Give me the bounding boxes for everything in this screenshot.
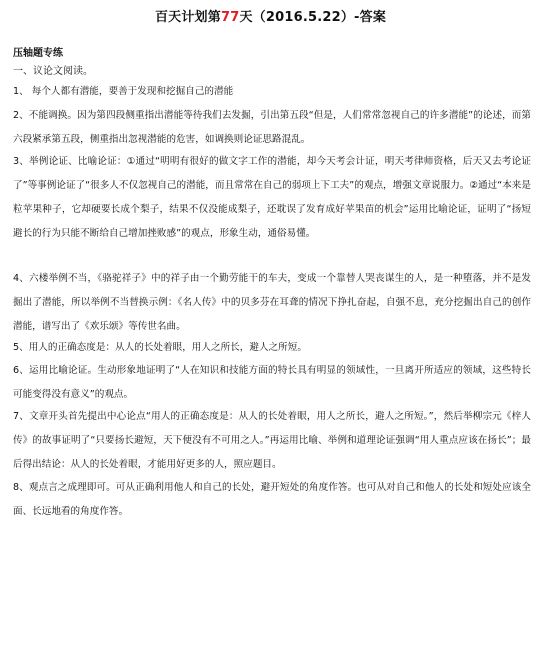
page-title: [0, 9, 541, 27]
title-prefix: 百天计划第: [154, 10, 221, 25]
day-number: 77: [220, 10, 240, 25]
section-label: 压轴题专练: [13, 48, 63, 59]
answer-2: 2、不能调换。因为第四段侧重指出潜能等待我们去发掘，引出第五段“但是，人们常常忽视自己的许多潜能”的论述，而第六段紧承第五段，侧重指出忽视潜能的危害，如调换则论证思路混乱。: [13, 110, 531, 145]
answer-4: 4、六楼举例不当，《骆驼祥子》中的祥子由一个勤劳能干的车夫，变成一个靠替人哭丧谋生的人，是一种堕落，并不是发掘出了潜能，所以举例不当替换示例：《名人传》中的贝多芬在耳聋的情况下挣扎奋起，自强不息，充分挖掘出自己的创作潜能，谱写出了《欢乐颂》等传世名曲。: [13, 273, 531, 332]
part-heading: 一、议论文阅读。: [13, 66, 93, 77]
answer-5: 5、用人的正确态度是：从人的长处着眼，用人之所长，避人之所短。: [13, 342, 307, 353]
answer-7: 7、文章开头首先提出中心论点“用人的正确态度是：从人的长处着眼，用人之所长，避人之所短。”，然后举柳宗元《梓人传》的故事证明了“只要扬长避短，天下便没有不可用之人。”再运用比喻、举例和道理论证强调“用人重点应该在扬长”；最后得出结论：从人的长处着眼，才能用好更多的人，照应题目。: [13, 411, 531, 470]
answer-8: 8、观点言之成理即可。可从正确利用他人和自己的长处，避开短处的角度作答。也可从对自己和他人的长处和短处应该全面、长远地看的角度作答。: [13, 482, 531, 517]
answer-3: 3、举例论证、比喻论证：①通过“明明有很好的做文字工作的潜能，却今天考会计证，明天考律师资格，后天又去考论证了”等事例论证了“很多人不仅忽视自己的潜能，而且常常在自己的弱项上下工夫”的观点，增强文章说服力。②通过“本来是粒苹果种子，它却硬要长成个梨子，结果不仅没能成梨子，还耽误了发育成好苹果苗的机会”运用比喻论证，证明了“扬短避长的行为只能不断给自己增加挫败感”的观点，形象生动，通俗易懂。: [13, 156, 531, 239]
answer-1: 1、 每个人都有潜能，要善于发现和挖掘自己的潜能: [13, 86, 234, 97]
title-suffix: 天（2016.5.22）-答案: [239, 10, 387, 25]
answer-6: 6、运用比喻论证。生动形象地证明了“人在知识和技能方面的特长具有明显的领域性，一旦离开所适应的领域，这些特长可能变得没有意义”的观点。: [13, 365, 531, 400]
